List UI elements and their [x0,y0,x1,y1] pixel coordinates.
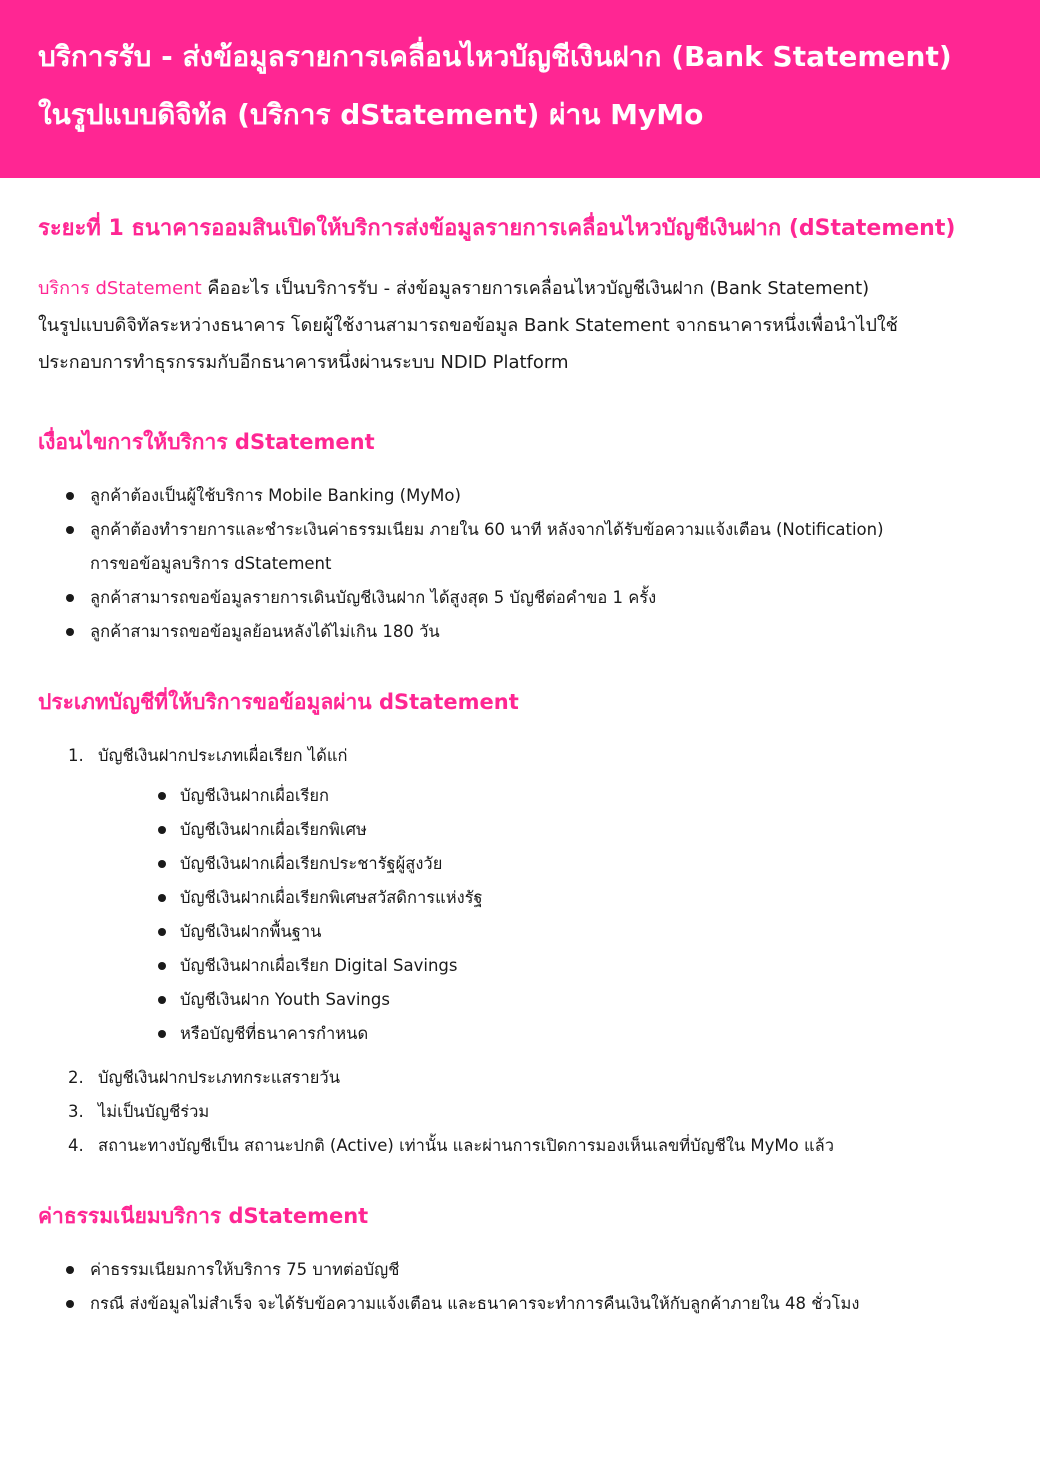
list-item [38,1129,1002,1163]
list-item: บัญชีเงินฝากเผื่อเรียก Digital Savings [68,949,1002,983]
list-item [38,1253,1002,1287]
list-item-text: ไม่เป็นบัญชีร่วม [98,1102,210,1121]
list-number: 2. [68,1068,84,1087]
intro-line-2: ในรูปแบบดิจิทัลระหว่างธนาคาร โดยผู้ใช้งานสามารถขอข้อมูล Bank Statement จากธนาคารหนึ่งเพื่อนำไปใช้ [38,315,898,336]
account-types-title: ประเภทบัญชีที่ให้บริการขอข้อมูลผ่าน dStatement [38,690,519,714]
list-item-text: สถานะทางบัญชีเป็น สถานะปกติ (Active) เท่านั้น และผ่านการเปิดการมองเห็นเลขที่บัญชีใน MyMo แล้ว [98,1136,834,1155]
list-item [38,1287,1002,1321]
list-item: บัญชีเงินฝากเผื่อเรียก [68,779,1002,813]
list-item: หรือบัญชีที่ธนาคารกำหนด [68,1017,1002,1051]
list-item [38,739,1002,1051]
intro-line-1-text: คืออะไร เป็นบริการรับ - ส่งข้อมูลรายการเคลื่อนไหวบัญชีเงินฝาก (Bank Statement) [201,278,870,299]
list-item [38,581,1002,615]
list-item-text: ลูกค้าสามารถขอข้อมูลรายการเดินบัญชีเงินฝาก ได้สูงสุด 5 บัญชีต่อคำขอ 1 ครั้ง [90,588,657,607]
list-item-text: ลูกค้าต้องเป็นผู้ใช้บริการ Mobile Banking (MyMo) [90,486,461,505]
page-title-line-1: บริการรับ - ส่งข้อมูลรายการเคลื่อนไหวบัญชีเงินฝาก (Bank Statement) [38,40,952,73]
list-item: บัญชีเงินฝากเผื่อเรียกประชารัฐผู้สูงวัย [68,847,1002,881]
list-item-text: บัญชีเงินฝากประเภทเผื่อเรียก ได้แก่ [98,746,348,765]
savings-sub-list [68,779,1002,1051]
intro-highlight: บริการ dStatement [38,278,202,299]
list-item: บัญชีเงินฝากเผื่อเรียกพิเศษ [68,813,1002,847]
fees-title: ค่าธรรมเนียมบริการ dStatement [38,1204,369,1228]
page-title-line-2: ในรูปแบบดิจิทัล (บริการ dStatement) ผ่าน MyMo [38,98,704,131]
list-item-text-continued: การขอข้อมูลบริการ dStatement [90,554,332,573]
intro-line-3: ประกอบการทำธุรกรรมกับอีกธนาคารหนึ่งผ่านระบบ NDID Platform [38,352,569,373]
list-item-text: ลูกค้าต้องทำรายการและชำระเงินค่าธรรมเนียม ภายใน 60 นาที หลังจากได้รับข้อความแจ้งเตือน (Notification) [90,520,884,539]
list-number: 1. [68,746,84,765]
list-item-text: ค่าธรรมเนียมการให้บริการ 75 บาทต่อบัญชี [90,1260,400,1279]
list-item [38,1095,1002,1129]
phase-title: ระยะที่ 1 ธนาคารออมสินเปิดให้บริการส่งข้อมูลรายการเคลื่อนไหวบัญชีเงินฝาก (dStatement) [38,216,956,241]
list-item [38,513,1002,581]
list-item-text: กรณี ส่งข้อมูลไม่สำเร็จ จะได้รับข้อความแจ้งเตือน และธนาคารจะทำการคืนเงินให้กับลูกค้าภายใน 48 ชั่วโมง [90,1294,860,1313]
page-header [0,0,1040,178]
list-item [38,1061,1002,1095]
list-item: บัญชีเงินฝาก Youth Savings [68,983,1002,1017]
list-item-text: ลูกค้าสามารถขอข้อมูลย้อนหลังได้ไม่เกิน 180 วัน [90,622,440,641]
intro-line-1 [38,270,1002,307]
list-item: บัญชีเงินฝากเผื่อเรียกพิเศษสวัสดิการแห่งรัฐ [68,881,1002,915]
list-item [38,615,1002,649]
conditions-list [38,479,1002,649]
fees-list [38,1253,1002,1321]
intro-paragraph [38,270,1002,381]
list-item [38,479,1002,513]
list-number: 4. [68,1136,84,1155]
main-content [0,178,1040,1321]
list-item: บัญชีเงินฝากพื้นฐาน [68,915,1002,949]
list-number: 3. [68,1102,84,1121]
conditions-title: เงื่อนไขการให้บริการ dStatement [38,430,375,454]
list-item-text: บัญชีเงินฝากประเภทกระแสรายวัน [98,1068,340,1087]
account-types-list [38,739,1002,1163]
